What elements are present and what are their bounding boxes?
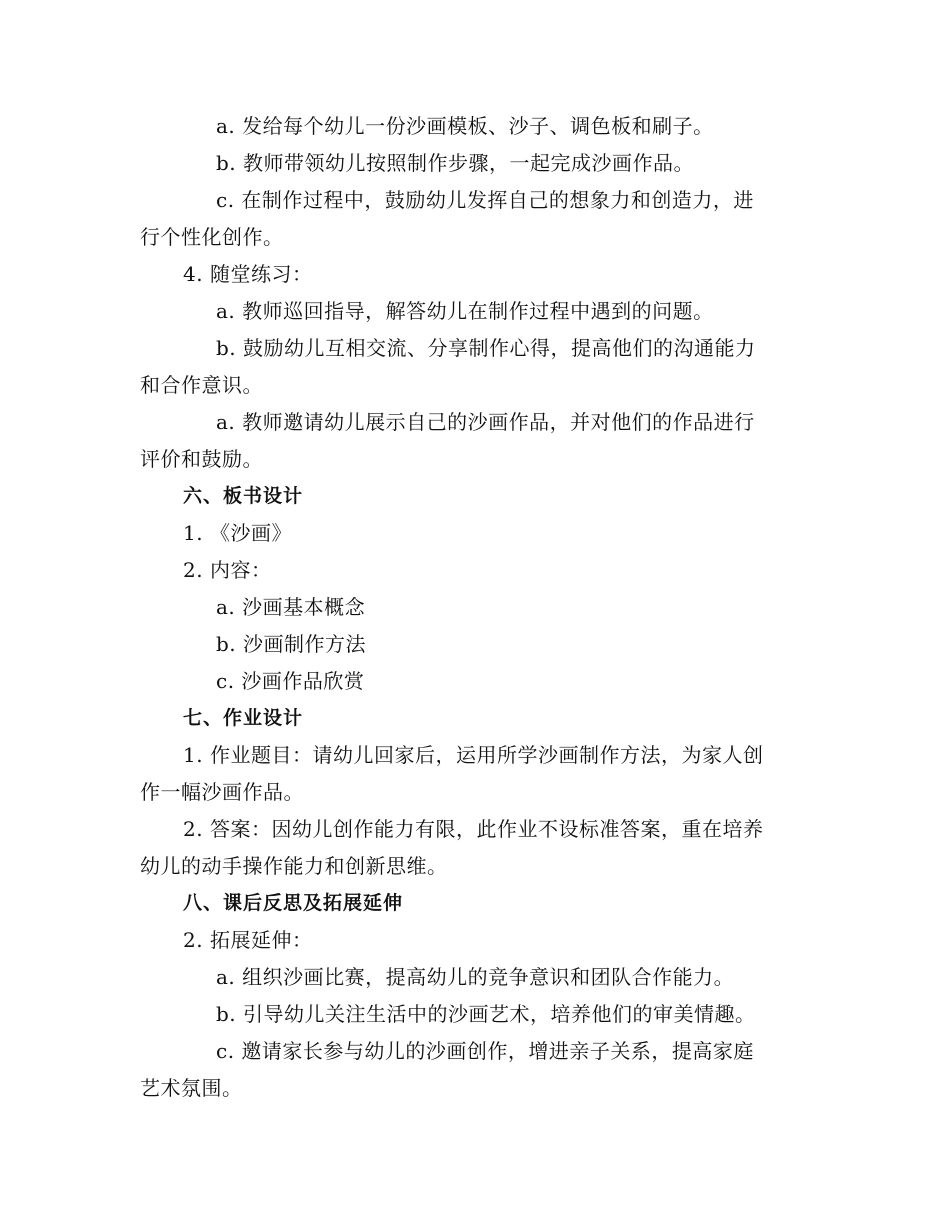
- homework-item-answer-continued: 幼儿的动手操作能力和创新思维。: [140, 854, 448, 878]
- extension-item-a: a. 组织沙画比赛，提高幼儿的竞争意识和团队合作能力。: [216, 965, 735, 989]
- section-heading-reflection: 八、课后反思及拓展延伸: [183, 892, 404, 914]
- homework-item-topic-continued: 作一幅沙画作品。: [140, 780, 304, 804]
- practice-item-b-exchange: b. 鼓励幼儿互相交流、分享制作心得，提高他们的沟通能力: [216, 336, 756, 360]
- board-subitem-b: b. 沙画制作方法: [216, 632, 367, 656]
- homework-item-answer: 2. 答案：因幼儿创作能力有限，此作业不设标准答案，重在培养: [183, 817, 764, 841]
- practice-item-a-showcase: a. 教师邀请幼儿展示自己的沙画作品，并对他们的作品进行: [216, 410, 755, 434]
- board-subitem-c: c. 沙画作品欣赏: [216, 669, 365, 693]
- board-item-title: 1. 《沙画》: [183, 521, 292, 545]
- step-item-b-make-together: b. 教师带领幼儿按照制作步骤，一起完成沙画作品。: [216, 151, 695, 175]
- practice-item-a-showcase-continued: 评价和鼓励。: [140, 447, 263, 471]
- step-item-c-creativity: c. 在制作过程中，鼓励幼儿发挥自己的想象力和创造力，进: [216, 188, 754, 212]
- step-item-c-continued: 行个性化创作。: [140, 225, 284, 249]
- extension-item-c: c. 邀请家长参与幼儿的沙画创作，增进亲子关系，提高家庭: [216, 1039, 754, 1063]
- list-item-practice: 4. 随堂练习：: [183, 262, 313, 286]
- board-subitem-a: a. 沙画基本概念: [216, 595, 366, 619]
- homework-item-topic: 1. 作业题目：请幼儿回家后，运用所学沙画制作方法，为家人创: [183, 743, 764, 767]
- extension-item-c-continued: 艺术氛围。: [140, 1076, 243, 1100]
- section-heading-homework: 七、作业设计: [183, 707, 304, 729]
- extension-item-b: b. 引导幼儿关注生活中的沙画艺术，培养他们的审美情趣。: [216, 1002, 756, 1026]
- document-body: [140, 108, 810, 1107]
- board-item-content: 2. 内容：: [183, 558, 272, 582]
- practice-item-b-continued: 和合作意识。: [140, 373, 263, 397]
- reflection-item-extension: 2. 拓展延伸：: [183, 928, 313, 952]
- section-heading-board-design: 六、板书设计: [183, 485, 304, 507]
- step-item-a-materials: a. 发给每个幼儿一份沙画模板、沙子、调色板和刷子。: [216, 114, 714, 138]
- practice-item-a-guidance: a. 教师巡回指导，解答幼儿在制作过程中遇到的问题。: [216, 299, 714, 323]
